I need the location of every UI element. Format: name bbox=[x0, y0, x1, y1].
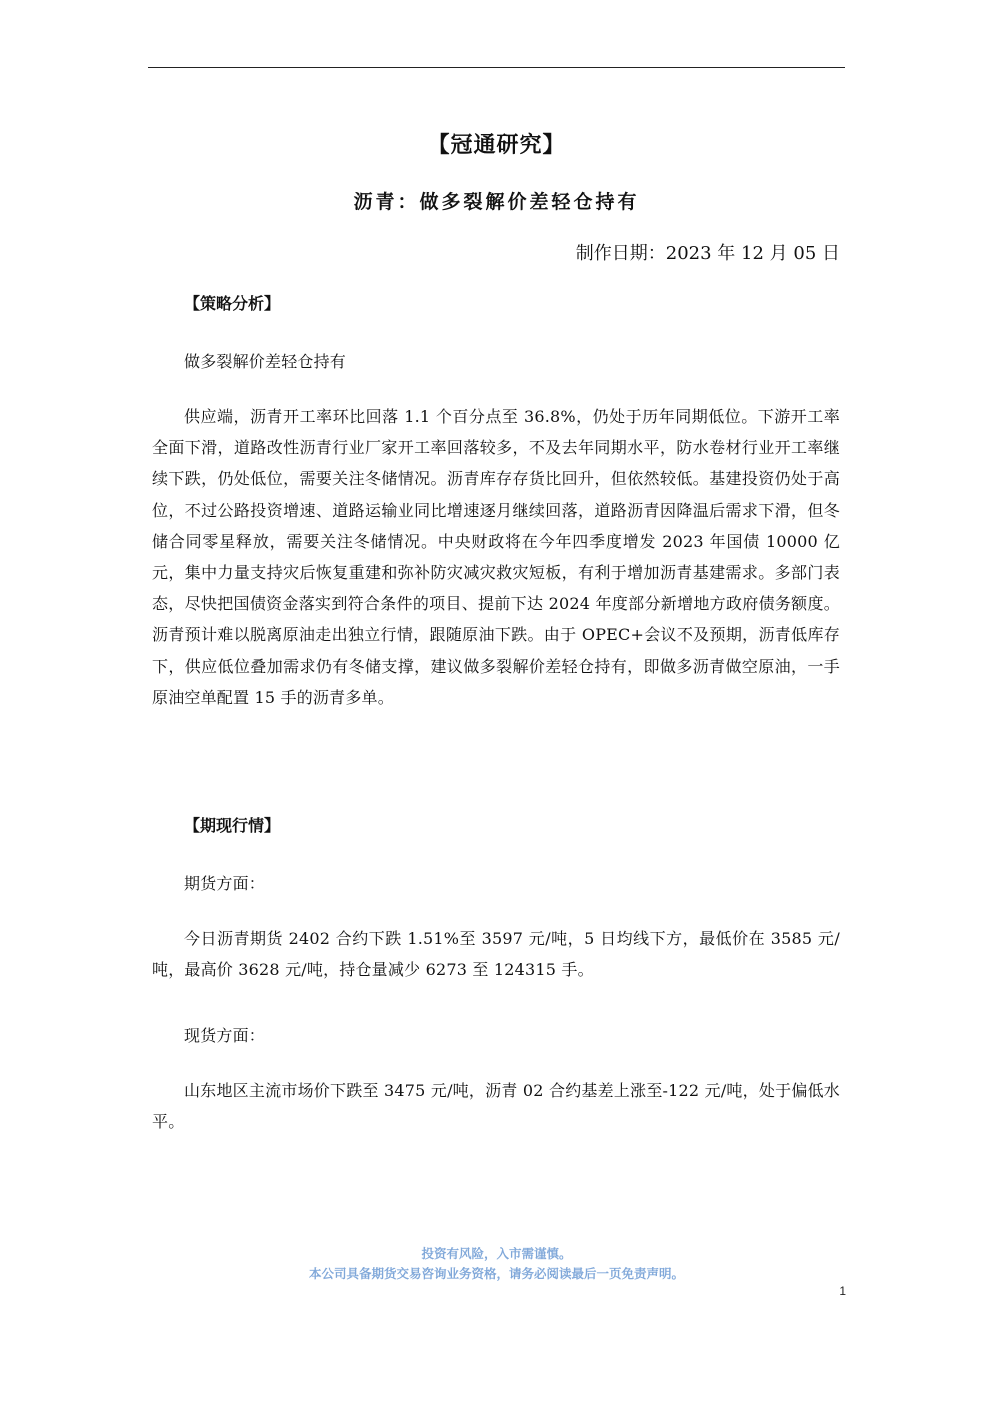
futures-body: 今日沥青期货 2402 合约下跌 1.51%至 3597 元/吨，5 日均线下方，最低价在 3585 元/吨，最高价 3628 元/吨，持仓量减少 6273 至 124315 手。 bbox=[152, 929, 840, 980]
spot-body: 山东地区主流市场价下跌至 3475 元/吨，沥青 02 合约基差上涨至-122 元/吨，处于偏低水平。 bbox=[152, 1081, 840, 1132]
futures-label: 期货方面： bbox=[184, 874, 266, 893]
page-number: 1 bbox=[839, 1284, 846, 1298]
disclaimer-notice: 本公司具备期货交易咨询业务资格，请务必阅读最后一页免责声明。 bbox=[308, 1266, 684, 1281]
strategy-summary: 做多裂解价差轻仓持有 bbox=[184, 352, 347, 371]
spot-label: 现货方面： bbox=[184, 1026, 266, 1045]
strategy-heading: 【策略分析】 bbox=[184, 294, 281, 313]
strategy-body: 供应端，沥青开工率环比回落 1.1 个百分点至 36.8%，仍处于历年同期低位。下游开工率全面下滑，道路改性沥青行业厂家开工率回落较多，不及去年同期水平，防水卷材行业开工率继续下跌，仍处低位，需要关注冬储情况。沥青库存存货比回升，但依然较低。基建投资仍处于高位，不过公路投资增速、道路运输业同比增速逐月继续回落，道路沥青因降温后需求下滑，但冬储合同零星释放，需要关注冬储情况。中央财政将在今年四季度增发 2023 年国债 10000 亿元，集中力量支持灾后恢复重建和弥补防灾减灾救灾短板，有利于增加沥青基建需求。多部门表态，尽快把国债资金落实到符合条件的项目、提前下达 2024 年度部分新增地方政府债务额度。沥青预计难以脱离原油走出独立行情，跟随原油下跌。由于 OPEC+会议不及预期，沥青低库存下，供应低位叠加需求仍有冬储支撑，建议做多裂解价差轻仓持有，即做多沥青做空原油，一手原油空单配置 15 手的沥青多单。 bbox=[152, 407, 840, 707]
market-heading: 【期现行情】 bbox=[184, 816, 281, 835]
org-heading: 【冠通研究】 bbox=[427, 132, 566, 158]
report-title: 沥青：做多裂解价差轻仓持有 bbox=[353, 191, 640, 213]
header-rule bbox=[148, 67, 845, 68]
risk-warning: 投资有风险，入市需谨慎。 bbox=[421, 1246, 572, 1261]
report-date: 制作日期：2023 年 12 月 05 日 bbox=[575, 243, 840, 264]
